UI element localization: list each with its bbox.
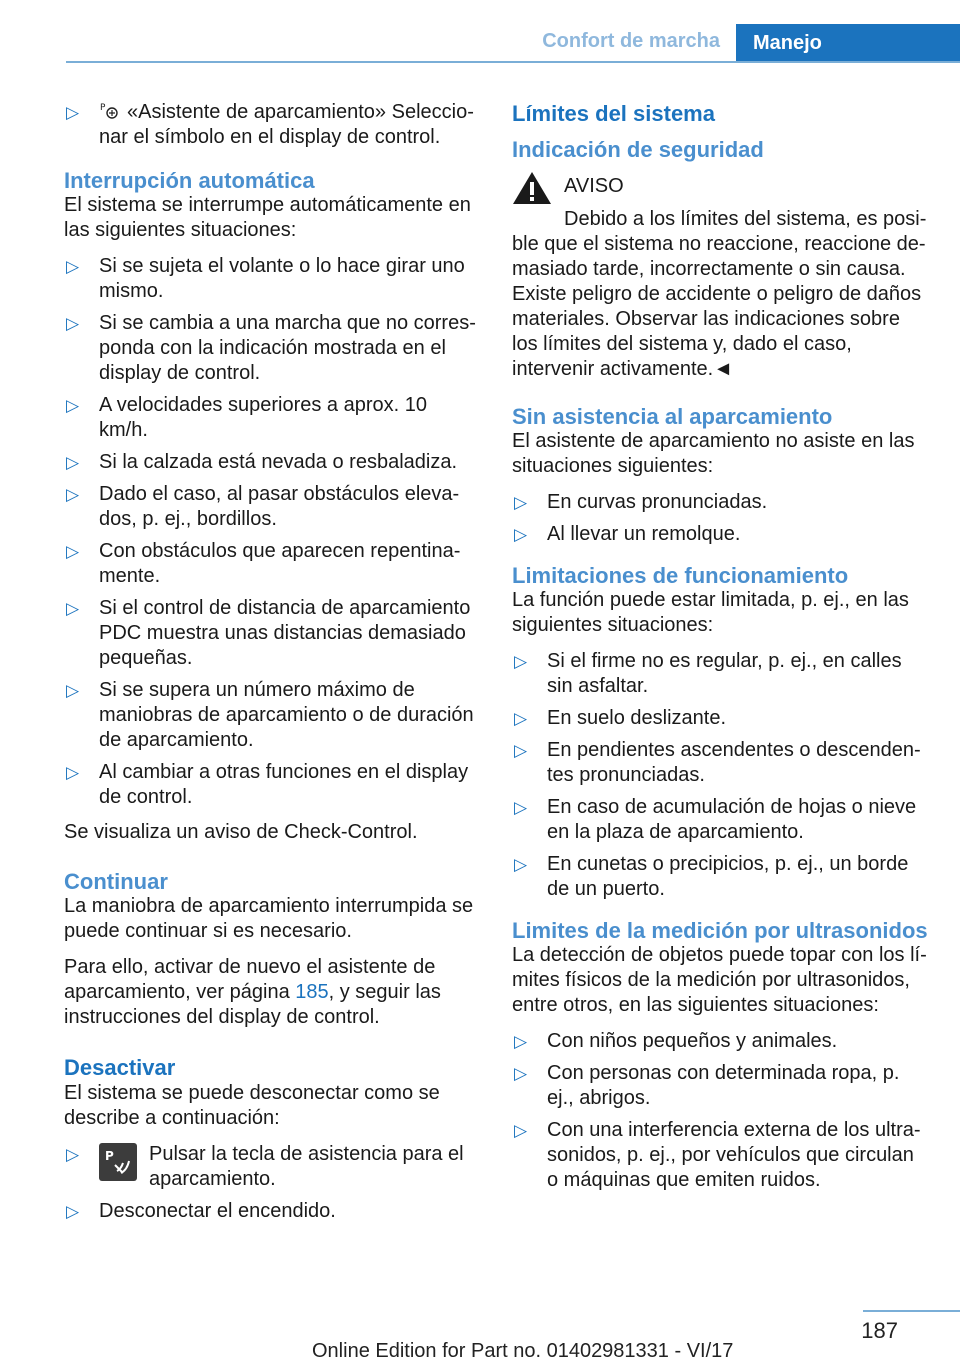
section-text: La maniobra de aparcamiento interrumpida se puede continuar si es necesario. xyxy=(64,895,474,942)
triangle-bullet-icon: ▷ xyxy=(66,542,80,561)
footer-edition: Online Edition for Part no. 01402981331 - VI/17 xyxy=(312,1340,734,1362)
list-item-text: Con niños pequeños y animales. xyxy=(547,1030,838,1052)
parking-assist-button-icon xyxy=(99,1143,137,1181)
warning-text: Debido a los límites del sistema, es posible que el sistema no reaccione, reaccione demasiado tarde, incorrectamente o sin causa. Existe peligro de accidente o peligro de daños materiales. Observar las indicaciones sobre los límites del sistema y, dado el caso, intervenir activamente.◄ xyxy=(512,208,927,380)
section-text-part: Para ello, activar de nuevo el asistente de aparcamiento, ver página xyxy=(64,956,436,1003)
list-item-text: En pendientes ascendentes o descendentes pronunciadas. xyxy=(547,739,921,786)
list-item xyxy=(512,706,930,731)
list-item-text: Con personas con determinada ropa, p. ej., abrigos. xyxy=(547,1062,900,1109)
left-column xyxy=(64,100,478,1234)
triangle-bullet-icon: ▷ xyxy=(514,1064,528,1083)
triangle-bullet-icon: ▷ xyxy=(66,681,80,700)
svg-text:P: P xyxy=(105,1149,114,1163)
list-item xyxy=(512,1061,930,1111)
list-item-text: Desconectar el encendido. xyxy=(99,1200,336,1222)
triangle-bullet-icon: ▷ xyxy=(66,763,80,782)
list-item-text: Si el firme no es regular, p. ej., en calles sin asfaltar. xyxy=(547,650,902,697)
triangle-bullet-icon: ▷ xyxy=(514,652,528,671)
list-item-text: Si el control de distancia de aparcamiento PDC muestra unas distancias demasiado pequeñas. xyxy=(99,597,471,669)
triangle-bullet-icon: ▷ xyxy=(514,525,528,544)
header-chapter-label: Manejo xyxy=(753,31,822,54)
intro-item-text: «Asistente de aparcamiento» Seleccionar el símbolo en el display de control. xyxy=(99,101,474,148)
triangle-bullet-icon: ▷ xyxy=(514,1032,528,1051)
list-item-text: Dado el caso, al pasar obstáculos elevados, p. ej., bordillos. xyxy=(99,483,460,530)
triangle-bullet-icon: ▷ xyxy=(514,741,528,760)
triangle-bullet-icon: ▷ xyxy=(66,453,80,472)
footer-rule xyxy=(863,1310,960,1312)
section-heading: Interrupción automática xyxy=(64,168,315,193)
list-item-text: Con obstáculos que aparecen repentinamente. xyxy=(99,540,461,587)
list-item-text: Pulsar la tecla de asistencia para el aparcamiento. xyxy=(149,1143,464,1190)
triangle-bullet-icon: ▷ xyxy=(66,314,80,333)
section-text: La detección de objetos puede topar con los límites físicos de la medición por ultrasonidos, entre otros, en las siguientes situaciones: xyxy=(512,944,927,1016)
list-item xyxy=(64,311,478,386)
triangle-bullet-icon: ▷ xyxy=(514,855,528,874)
svg-text:P: P xyxy=(100,103,106,113)
list-item xyxy=(512,852,930,902)
section-heading: Sin asistencia al aparcamiento xyxy=(512,404,833,429)
triangle-bullet-icon: ▷ xyxy=(66,396,80,415)
list-item-text: Si la calzada está nevada o resbaladiza. xyxy=(99,451,458,473)
check-control-note: Se visualiza un aviso de Check-Control. xyxy=(64,821,418,843)
section-heading: Indicación de seguridad xyxy=(512,137,764,162)
list-item xyxy=(512,522,930,547)
section-heading: Limitaciones de funcionamiento xyxy=(512,563,849,588)
header-section-title: Confort de marcha xyxy=(542,30,720,52)
list-item xyxy=(64,450,478,475)
list-item xyxy=(64,1199,478,1224)
warning-label: AVISO xyxy=(564,175,624,197)
page-reference-link[interactable]: 185 xyxy=(295,981,329,1003)
triangle-bullet-icon: ▷ xyxy=(514,798,528,817)
parking-assistant-symbol-icon xyxy=(99,101,121,121)
section-heading-main: Desactivar xyxy=(64,1055,176,1080)
list-item-text: Al llevar un remolque. xyxy=(547,523,741,545)
section-text: La función puede estar limitada, p. ej., en las siguientes situaciones: xyxy=(512,589,909,636)
list-item xyxy=(64,1142,478,1192)
list-item-text: Al cambiar a otras funciones en el display de control. xyxy=(99,761,469,808)
section-text-part: , y seguir las instrucciones del display de control. xyxy=(64,981,441,1028)
list-item-text: En suelo deslizante. xyxy=(547,707,727,729)
list-item-text: Si se cambia a una marcha que no corresponda con la indicación mostrada en el display de control. xyxy=(99,312,476,384)
section-text: El asistente de aparcamiento no asiste en las situaciones siguientes: xyxy=(512,430,915,477)
list-item xyxy=(64,393,478,443)
triangle-bullet-icon: ▷ xyxy=(66,485,80,504)
list-item xyxy=(512,490,930,515)
section-text xyxy=(64,955,478,1030)
list-item xyxy=(64,100,478,150)
triangle-bullet-icon: ▷ xyxy=(66,1202,80,1221)
list-item xyxy=(64,254,478,304)
triangle-bullet-icon: ▷ xyxy=(66,599,80,618)
list-item xyxy=(64,678,478,753)
page-number: 187 xyxy=(861,1318,898,1343)
section-heading: Continuar xyxy=(64,869,168,894)
list-item xyxy=(512,795,930,845)
section-heading-main: Límites del sistema xyxy=(512,101,715,126)
warning-triangle-icon xyxy=(512,170,552,206)
right-column xyxy=(512,100,930,1203)
list-item-text: En curvas pronunciadas. xyxy=(547,491,768,513)
list-item-text: En caso de acumulación de hojas o nieve en la plaza de aparcamiento. xyxy=(547,796,917,843)
section-text: El sistema se interrumpe automáticamente en las siguientes situaciones: xyxy=(64,194,471,241)
triangle-bullet-icon: ▷ xyxy=(66,103,80,122)
section-heading: Limites de la medición por ultrasonidos xyxy=(512,918,928,943)
list-item-text: A velocidades superiores a aprox. 10 km/h. xyxy=(99,394,427,441)
list-item-text: Con una interferencia externa de los ultrasonidos, p. ej., por vehículos que circulan o máquinas que emiten ruidos. xyxy=(547,1119,921,1191)
list-item-text: Si se supera un número máximo de maniobras de aparcamiento o de duración de aparcamiento. xyxy=(99,679,474,751)
list-item xyxy=(512,649,930,699)
triangle-bullet-icon: ▷ xyxy=(514,1121,528,1140)
list-item-text: En cunetas o precipicios, p. ej., un borde de un puerto. xyxy=(547,853,909,900)
section-text: El sistema se puede desconectar como se describe a continuación: xyxy=(64,1082,440,1129)
header-rule xyxy=(66,61,960,63)
list-item xyxy=(64,539,478,589)
list-item xyxy=(512,1029,930,1054)
triangle-bullet-icon: ▷ xyxy=(514,709,528,728)
list-item xyxy=(64,482,478,532)
triangle-bullet-icon: ▷ xyxy=(66,1145,80,1164)
triangle-bullet-icon: ▷ xyxy=(514,493,528,512)
list-item xyxy=(64,596,478,671)
warning-block xyxy=(512,174,930,199)
list-item xyxy=(64,760,478,810)
list-item-text: Si se sujeta el volante o lo hace girar uno mismo. xyxy=(99,255,465,302)
list-item xyxy=(512,1118,930,1193)
triangle-bullet-icon: ▷ xyxy=(66,257,80,276)
header-chapter-tab xyxy=(736,24,960,62)
list-item xyxy=(512,738,930,788)
